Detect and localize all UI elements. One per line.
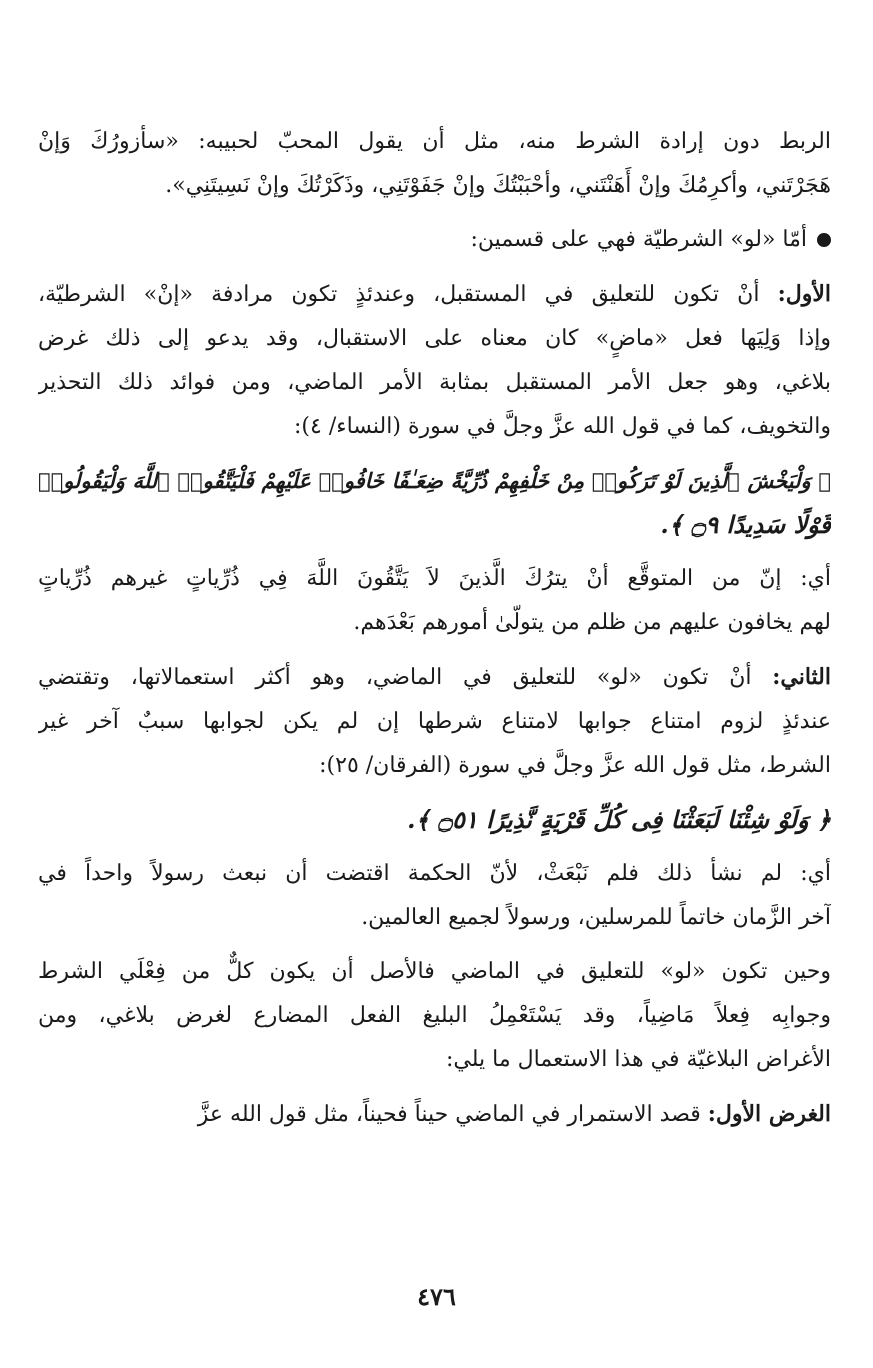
lead-continuation: أنْ تكون «لو» للتعليق في الماضي، وهو أكثر استعمالاتها، وتقتضي [38, 665, 773, 690]
text-line: الشرط، مثل قول الله عزَّ وجلَّ في سورة (الفرقان/ ٢٥): [319, 753, 831, 778]
verse-line: ﴿ وَلْيَخْشَ ٱلَّذِينَ لَوْ تَرَكُوا۟ مِنْ خَلْفِهِمْ ذُرِّيَّةً ضِعَـٰفًا خَافُوا۟ عَلَيْهِمْ فَلْيَتَّقُوا۟ ٱللَّهَ وَلْيَقُولُوا۟ [38, 468, 831, 493]
text-line: أي: إنّ من المتوقَّع أنْ يترُكَ الَّذينَ لاَ يَتَّقُونَ اللَّهَ فِي ذُرِّياتٍ غيرهم ذُرِّياتٍ [38, 566, 831, 591]
text-line [38, 655, 831, 700]
paragraph-explanation-1 [38, 557, 831, 645]
text-line: وجوابِه فِعلاً مَاضِياً، وقد يَسْتَعْمِلُ البليغ الفعل المضارع لغرض بلاغي، ومن [38, 1003, 831, 1028]
paragraph-law-types [38, 218, 831, 262]
lead-continuation: قصد الاستمرار في الماضي حيناً فحيناً، مثل قول الله عزَّ [197, 1102, 708, 1127]
bullet-icon [817, 233, 831, 247]
bullet-text: أمّا «لو» الشرطيّة فهي على قسمين: [470, 227, 807, 252]
text-line: وإذا وَلِيَها فعل «ماضٍ» كان معناه على الاستقبال، وقد يدعو إلى ذلك غرض [38, 326, 831, 351]
text-line [38, 272, 831, 317]
section-lead: الغرض الأول: [707, 1101, 831, 1127]
text-line: الربط دون إرادة الشرط منه، مثل أن يقول المحبّ لحبيبه: «سأزورُكَ وَإنْ [38, 129, 831, 154]
quran-verse-nisa [38, 459, 831, 547]
text-line: بلاغي، وهو جعل الأمر المستقبل بمثابة الأمر الماضي، ومن فوائد ذلك التحذير [38, 370, 831, 395]
verse-line: قَوْلًا سَدِيدًا ۝٩ ﴾. [660, 510, 831, 539]
text-line [38, 218, 831, 262]
text-line: هَجَرْتَني، وأكرِمُكَ وإنْ أَهَنْتَني، وأحْبَبْتُكَ وإنْ جَفَوْتَنِي، وذَكَرْتُكَ وإنْ نَسِيتَنِي». [165, 173, 831, 198]
quran-verse-furqan [38, 798, 831, 842]
text-line: الأغراض البلاغيّة في هذا الاستعمال ما يلي: [446, 1047, 831, 1072]
verse-line: ﴿ وَلَوْ شِئْنَا لَبَعَثْنَا فِى كُلِّ قَرْيَةٍ نَّذِيرًا ۝٥١ ﴾. [407, 805, 831, 834]
section-lead: الثاني: [772, 664, 831, 690]
text-line: والتخويف، كما في قول الله عزَّ وجلَّ في سورة (النساء/ ٤): [294, 414, 831, 439]
text-line: أي: لم نشأ ذلك فلم نَبْعَثْ، لأنّ الحكمة اقتضت أن نبعث رسولاً واحداً في [38, 861, 831, 886]
text-line [38, 1092, 831, 1137]
paragraph-intro [38, 120, 831, 208]
paragraph-first-type [38, 272, 831, 449]
section-lead: الأول: [777, 281, 831, 307]
paragraph-second-type [38, 655, 831, 788]
text-line: وحين تكون «لو» للتعليق في الماضي فالأصل أن يكون كلٌّ من فِعْلَي الشرط [38, 959, 831, 984]
lead-continuation: أنْ تكون للتعليق في المستقبل، وعندئذٍ تكون مرادفة «إنْ» الشرطيّة، [38, 282, 778, 307]
text-line: آخر الزَّمان خاتماً للمرسلين، ورسولاً لجميع العالمين. [361, 905, 831, 930]
paragraph-explanation-2 [38, 852, 831, 940]
paragraph-past-usage [38, 950, 831, 1082]
paragraph-first-purpose [38, 1092, 831, 1137]
text-line: لهم يخافون عليهم من ظلم من يتولّىٰ أمورهم بَعْدَهم. [353, 610, 831, 635]
page-number: ٤٧٦ [417, 1282, 456, 1311]
text-line: عندئذٍ لزوم امتناع جوابها لامتناع شرطها إن لم يكن لجوابها سببٌ آخر غير [38, 709, 831, 734]
page-body [38, 120, 831, 1147]
